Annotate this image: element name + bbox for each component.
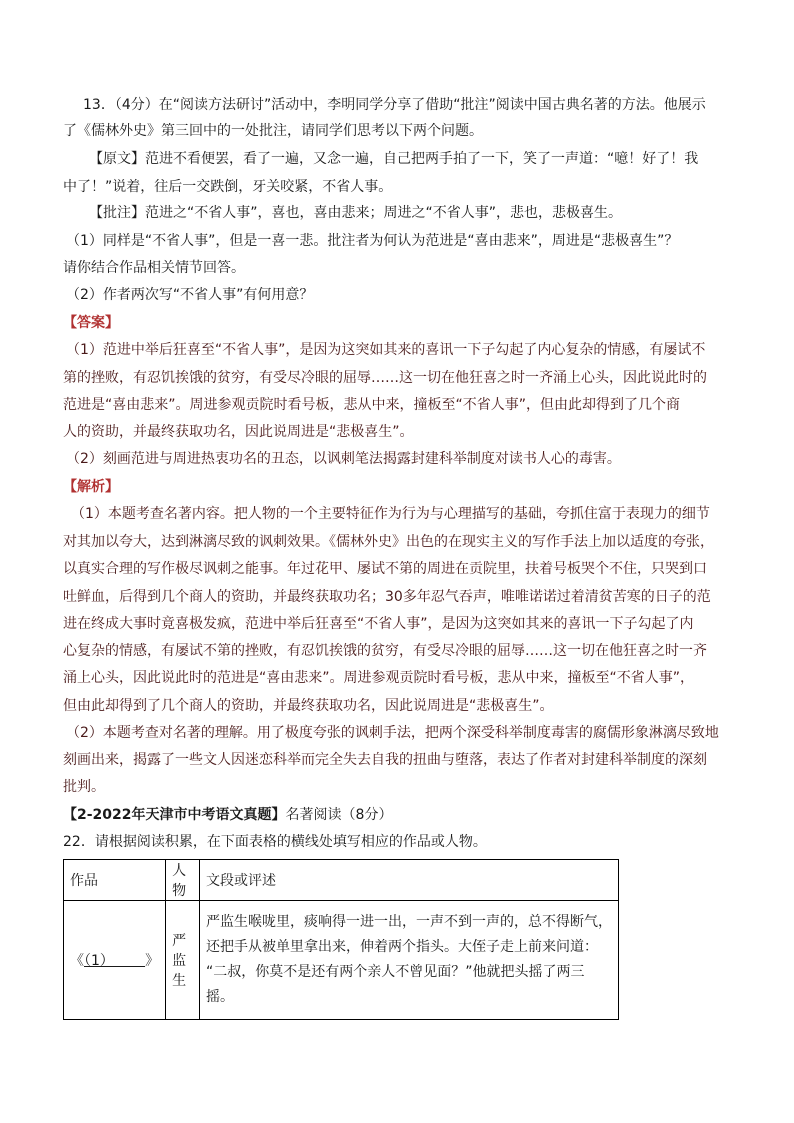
q13-sub2-line: （2）作者两次写“不省人事”有何用意？ [66,287,314,303]
answer-line-2: 第的挫败，有忍饥挨饿的贫穷，有受尽冷眼的屈辱……这一切在他狂喜之时一齐涌上心头，因此说此时的 [63,370,707,386]
answer-line-3: 范进是“喜由悲来”。周进参观贡院时看号板，悲从中来，撞板至“不省人事”，但由此却得到了几个商 [63,397,681,413]
header-person: 人物 [166,860,200,901]
analysis-line-10: 刻画出来，揭露了一些文人因迷恋科举而完全失去自我的扭曲与堕落，表达了作者对封建科举制度的深刻 [63,752,707,768]
passage-line-4: 摇。 [206,989,234,1005]
analysis-label: 【解析】 [63,479,119,495]
cell-person: 严监生 [166,901,200,1020]
q13-line-2: 了《儒林外史》第三回中的一处批注，请同学们思考以下两个问题。 [63,123,483,139]
q13-sub1-line-2: 请你结合作品相关情节回答。 [63,260,245,276]
answer-line-5: （2）刻画范进与周进热衷功名的丑态，以讽刺笔法揭露封建科举制度对读书人心的毒害。 [66,451,621,467]
passage-line-3: “二叔，你莫不是还有两个亲人不曾见面？”他就把头摇了两三 [206,964,585,980]
original-text-line-2: 中了！”说着，往后一交跌倒，牙关咬紧，不省人事。 [63,179,393,195]
header-work: 作品 [64,860,166,901]
analysis-line-9: （2）本题考查对名著的理解。用了极度夸张的讽刺手法，把两个深受科举制度毒害的腐儒形象淋漓尽致地 [66,725,719,741]
q13-line-1: 13．（4分）在“阅读方法研讨”活动中，李明同学分享了借助“批注”阅读中国古典名著的方法。他展示 [83,97,706,113]
table-header-row [64,860,619,901]
analysis-line-5: 进在终成大事时竟喜极发疯，范进中举后狂喜至“不省人事”，是因为这突如其来的喜讯一下子勾起了内 [63,616,694,632]
passage-line-1: 严监生喉咙里，痰响得一进一出，一声不到一声的，总不得断气， [206,914,612,930]
header-passage: 文段或评述 [200,860,619,901]
analysis-line-1: （1）本题考查名著内容。把人物的一个主要特征作为行为与心理描写的基础，夸抓住富于表现力的细节 [71,506,710,522]
analysis-line-11: 批判。 [63,779,105,795]
answer-line-4: 人的资助，并最终获取功名，因此说周进是“悲极喜生”。 [63,424,414,440]
table-row [64,901,619,1020]
analysis-line-8: 但由此却得到了几个商人的资助，并最终获取功名，因此说周进是“悲极喜生”。 [63,698,554,714]
cell-work [64,901,166,1020]
analysis-line-3: 以真实合理的写作极尽讽刺之能事。年过花甲、屡试不第的周进在贡院里，扶着号板哭个不住，只哭到口 [63,561,707,577]
answer-label: 【答案】 [63,315,119,331]
q22-prompt: 22．请根据阅读积累，在下面表格的横线处填写相应的作品或人物。 [63,834,487,850]
work-open-bracket: 《 [70,953,84,969]
works-table [63,859,619,1020]
analysis-line-6: 心复杂的情感，有屡试不第的挫败，有忍饥挨饿的贫穷，有受尽冷眼的屈辱……这一切在他狂喜之时一齐 [63,643,707,659]
cell-passage [200,901,619,1020]
analysis-line-7: 涌上心头，因此说此时的范进是“喜由悲来”。周进参观贡院时看号板，悲从中来，撞板至“不省人事”， [63,670,695,686]
passage-line-2: 还把手从被单里拿出来，伸着两个指头。大侄子走上前来问道： [206,939,598,955]
work-close-bracket: 》 [145,953,160,969]
q22-source-line [63,805,392,825]
analysis-line-4: 吐鲜血，后得到几个商人的资助，并最终获取功名；30多年忍气吞声，唯唯诺诺过着清贫苦寒的日子的范 [63,589,711,605]
work-fill-blank[interactable]: （1） [84,953,146,969]
q22-source-label: 【2-2022年天津市中考语文真题】 [63,807,286,823]
original-text-line-1: 【原文】范进不看便罢，看了一遍，又念一遍，自己把两手拍了一下，笑了一声道：“噫！好了！我 [89,151,699,167]
annotation-line: 【批注】范进之“不省人事”，喜也，喜由悲来；周进之“不省人事”，悲也，悲极喜生。 [89,205,623,221]
analysis-line-2: 对其加以夸大，达到淋漓尽致的讽刺效果。《儒林外史》出色的在现实主义的写作手法上加以适度的夸张， [63,534,714,550]
answer-line-1: （1）范进中举后狂喜至“不省人事”，是因为这突如其来的喜讯一下子勾起了内心复杂的情感，有屡试不 [66,342,706,358]
q13-sub1-line-1: （1）同样是“不省人事”，但是一喜一悲。批注者为何认为范进是“喜由悲来”，周进是“悲极喜生”？ [66,233,679,249]
q22-source-suffix: 名著阅读（8分） [285,807,393,823]
